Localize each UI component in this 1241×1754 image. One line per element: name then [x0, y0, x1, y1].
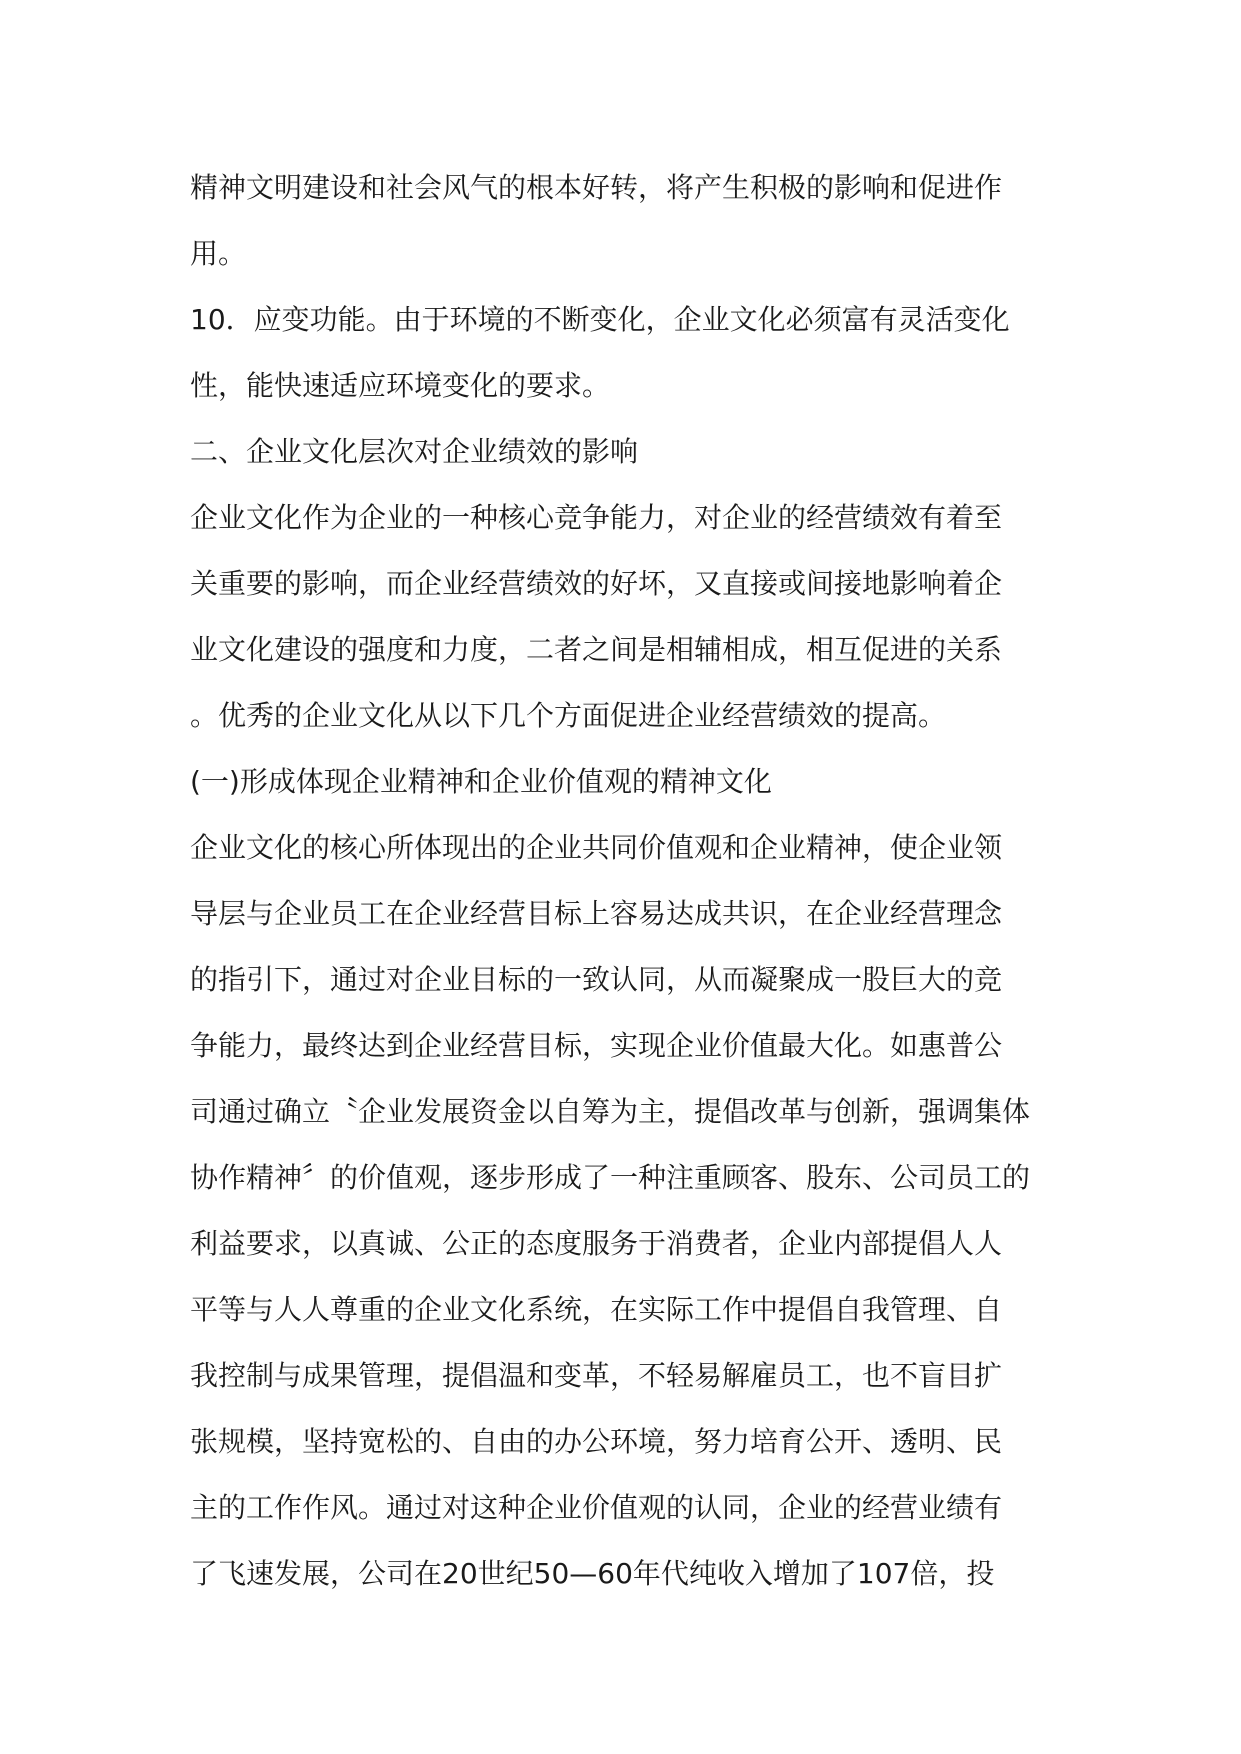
text-line: 性，能快速适应环境变化的要求。 [190, 369, 611, 402]
text-line: 的指引下，通过对企业目标的一致认同，从而凝聚成一股巨大的竞 [190, 963, 1003, 996]
text-line: 企业文化的核心所体现出的企业共同价值观和企业精神，使企业领 [190, 831, 1003, 864]
text-line: 利益要求，以真诚、公正的态度服务于消费者，企业内部提倡人人 [190, 1227, 1003, 1260]
text-line: 用。 [190, 237, 247, 270]
text-line: 关重要的影响，而企业经营绩效的好坏，又直接或间接地影响着企 [190, 567, 1003, 600]
text-line: 平等与人人尊重的企业文化系统，在实际工作中提倡自我管理、自 [190, 1293, 1003, 1326]
text-line: 业文化建设的强度和力度，二者之间是相辅相成，相互促进的关系 [190, 633, 1003, 666]
section-heading: 二、企业文化层次对企业绩效的影响 [190, 435, 639, 468]
text-line: 协作精神〞的价值观，逐步形成了一种注重顾客、股东、公司员工的 [190, 1161, 1031, 1194]
text-line: 10．应变功能。由于环境的不断变化，企业文化必须富有灵活变化 [190, 303, 1010, 336]
text-line: 了飞速发展，公司在20世纪50—60年代纯收入增加了107倍，投 [190, 1557, 995, 1590]
text-line: 我控制与成果管理，提倡温和变革，不轻易解雇员工，也不盲目扩 [190, 1359, 1003, 1392]
text-line: 张规模，坚持宽松的、自由的办公环境，努力培育公开、透明、民 [190, 1425, 1003, 1458]
text-line: 司通过确立〝企业发展资金以自筹为主，提倡改革与创新，强调集体 [190, 1095, 1031, 1128]
text-line: 导层与企业员工在企业经营目标上容易达成共识，在企业经营理念 [190, 897, 1003, 930]
text-line: 企业文化作为企业的一种核心竞争能力，对企业的经营绩效有着至 [190, 501, 1003, 534]
text-line: 精神文明建设和社会风气的根本好转，将产生积极的影响和促进作 [190, 171, 1003, 204]
subsection-heading: (一)形成体现企业精神和企业价值观的精神文化 [190, 765, 772, 798]
document-body [190, 155, 1070, 1607]
text-line: 争能力，最终达到企业经营目标，实现企业价值最大化。如惠普公 [190, 1029, 1003, 1062]
text-line: 。优秀的企业文化从以下几个方面促进企业经营绩效的提高。 [190, 699, 947, 732]
text-line: 主的工作作风。通过对这种企业价值观的认同，企业的经营业绩有 [190, 1491, 1003, 1524]
